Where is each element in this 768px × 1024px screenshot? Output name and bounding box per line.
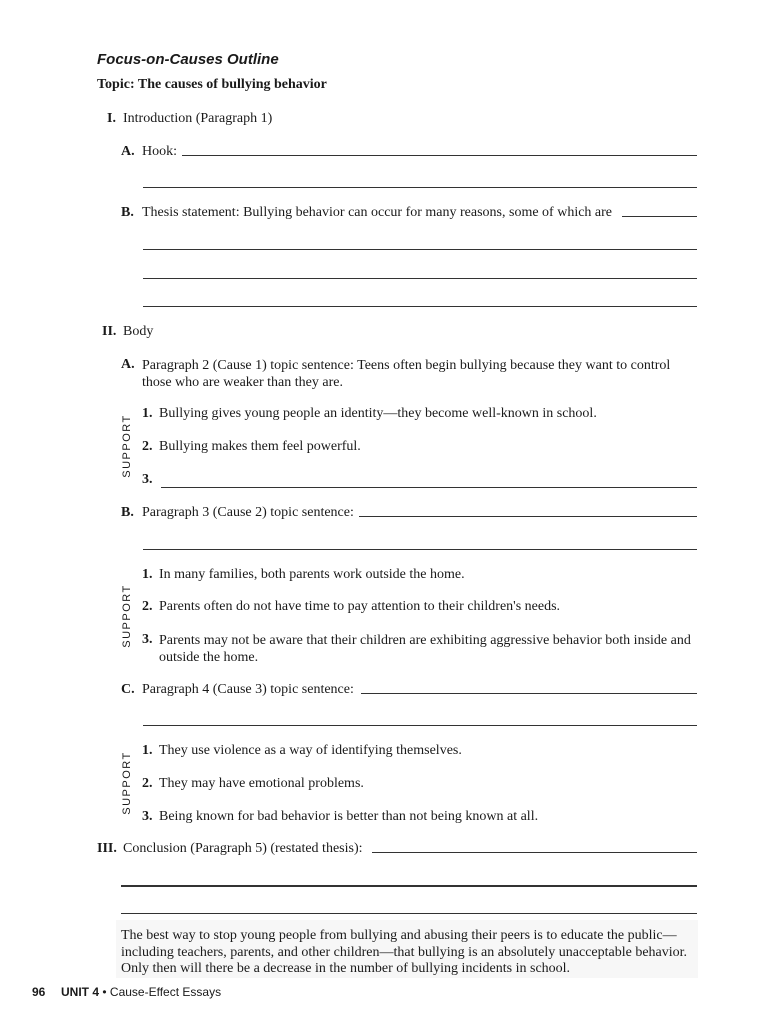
topic-line: Topic: The causes of bullying behavior	[97, 77, 327, 92]
conclusion-paragraph: The best way to stop young people from bullying and abusing their peers is to educate the public—including teachers, parents, and other children—that bullying is an absolutely unacceptable behavior. Only then will there be a decrease in the number of bullying incidents in school.	[121, 928, 688, 976]
thesis-label: Thesis statement: Bullying behavior can occur for many reasons, some of which are	[142, 205, 613, 220]
section-III-numeral: III.	[97, 841, 117, 856]
support-C-2-text: They may have emotional problems.	[159, 776, 364, 791]
support-C-1-num: 1.	[142, 743, 153, 758]
support-A-1-num: 1.	[142, 406, 153, 421]
paragraph-3-answer-line-1[interactable]	[359, 516, 697, 517]
conclusion-label: Conclusion (Paragraph 5) (restated thesis):	[123, 841, 363, 856]
footer-running-head	[61, 985, 221, 999]
support-C-1-text: They use violence as a way of identifying themselves.	[159, 743, 462, 758]
footer-unit: UNIT 4	[61, 985, 100, 999]
support-A-3-num: 3.	[142, 472, 153, 487]
thesis-answer-line-3[interactable]	[143, 278, 697, 279]
thesis-answer-line-1[interactable]	[622, 216, 697, 217]
support-C-3-text: Being known for bad behavior is better than not being known at all.	[159, 809, 539, 824]
support-B-1-num: 1.	[142, 567, 153, 582]
support-B-1-text: In many families, both parents work outside the home.	[159, 567, 465, 582]
section-I-label: Introduction (Paragraph 1)	[123, 111, 273, 126]
section-II-B-letter: B.	[121, 505, 134, 520]
hook-label: Hook:	[142, 144, 177, 159]
support-B-2-text: Parents often do not have time to pay attention to their children's needs.	[159, 599, 561, 614]
paragraph-3-answer-line-2[interactable]	[143, 549, 697, 550]
section-II-A-letter: A.	[121, 357, 135, 372]
support-A-1-text: Bullying gives young people an identity—they become well-known in school.	[159, 406, 597, 421]
support-label-C: SUPPORT	[121, 751, 133, 815]
support-B-3-text: Parents may not be aware that their children are exhibiting aggressive behavior both inside and outside the home.	[159, 633, 691, 665]
footer-bullet-icon: •	[102, 985, 107, 999]
footer-chapter: Cause-Effect Essays	[109, 985, 222, 999]
section-I-A-letter: A.	[121, 144, 135, 159]
support-C-2-num: 2.	[142, 776, 153, 791]
conclusion-answer-line-2[interactable]	[121, 885, 697, 887]
paragraph-2-topic-sentence: Paragraph 2 (Cause 1) topic sentence: Teens often begin bullying because they want to control those who are weaker than they are.	[142, 358, 671, 390]
support-B-3-num: 3.	[142, 632, 153, 647]
hook-answer-line-1[interactable]	[182, 155, 697, 156]
section-II-label: Body	[123, 324, 154, 339]
paragraph-4-answer-line-1[interactable]	[361, 693, 697, 694]
paragraph-3-topic-label: Paragraph 3 (Cause 2) topic sentence:	[142, 505, 354, 520]
support-A-2-text: Bullying makes them feel powerful.	[159, 439, 361, 454]
section-II-numeral: II.	[102, 324, 117, 339]
support-B-2-num: 2.	[142, 599, 153, 614]
outline-title: Focus-on-Causes Outline	[97, 51, 279, 68]
thesis-answer-line-4[interactable]	[143, 306, 697, 307]
page-number: 96	[32, 985, 46, 999]
support-label-B: SUPPORT	[121, 584, 133, 648]
section-II-C-letter: C.	[121, 682, 135, 697]
support-A-3-answer-line[interactable]	[161, 487, 697, 488]
section-I-numeral: I.	[107, 111, 116, 126]
paragraph-4-answer-line-2[interactable]	[143, 725, 697, 726]
section-I-B-letter: B.	[121, 205, 134, 220]
support-C-3-num: 3.	[142, 809, 153, 824]
support-label-A: SUPPORT	[121, 414, 133, 478]
hook-answer-line-2[interactable]	[143, 187, 697, 188]
conclusion-answer-line-3[interactable]	[121, 913, 697, 914]
thesis-answer-line-2[interactable]	[143, 249, 697, 250]
conclusion-answer-line-1[interactable]	[372, 852, 697, 853]
paragraph-4-topic-label: Paragraph 4 (Cause 3) topic sentence:	[142, 682, 354, 697]
support-A-2-num: 2.	[142, 439, 153, 454]
